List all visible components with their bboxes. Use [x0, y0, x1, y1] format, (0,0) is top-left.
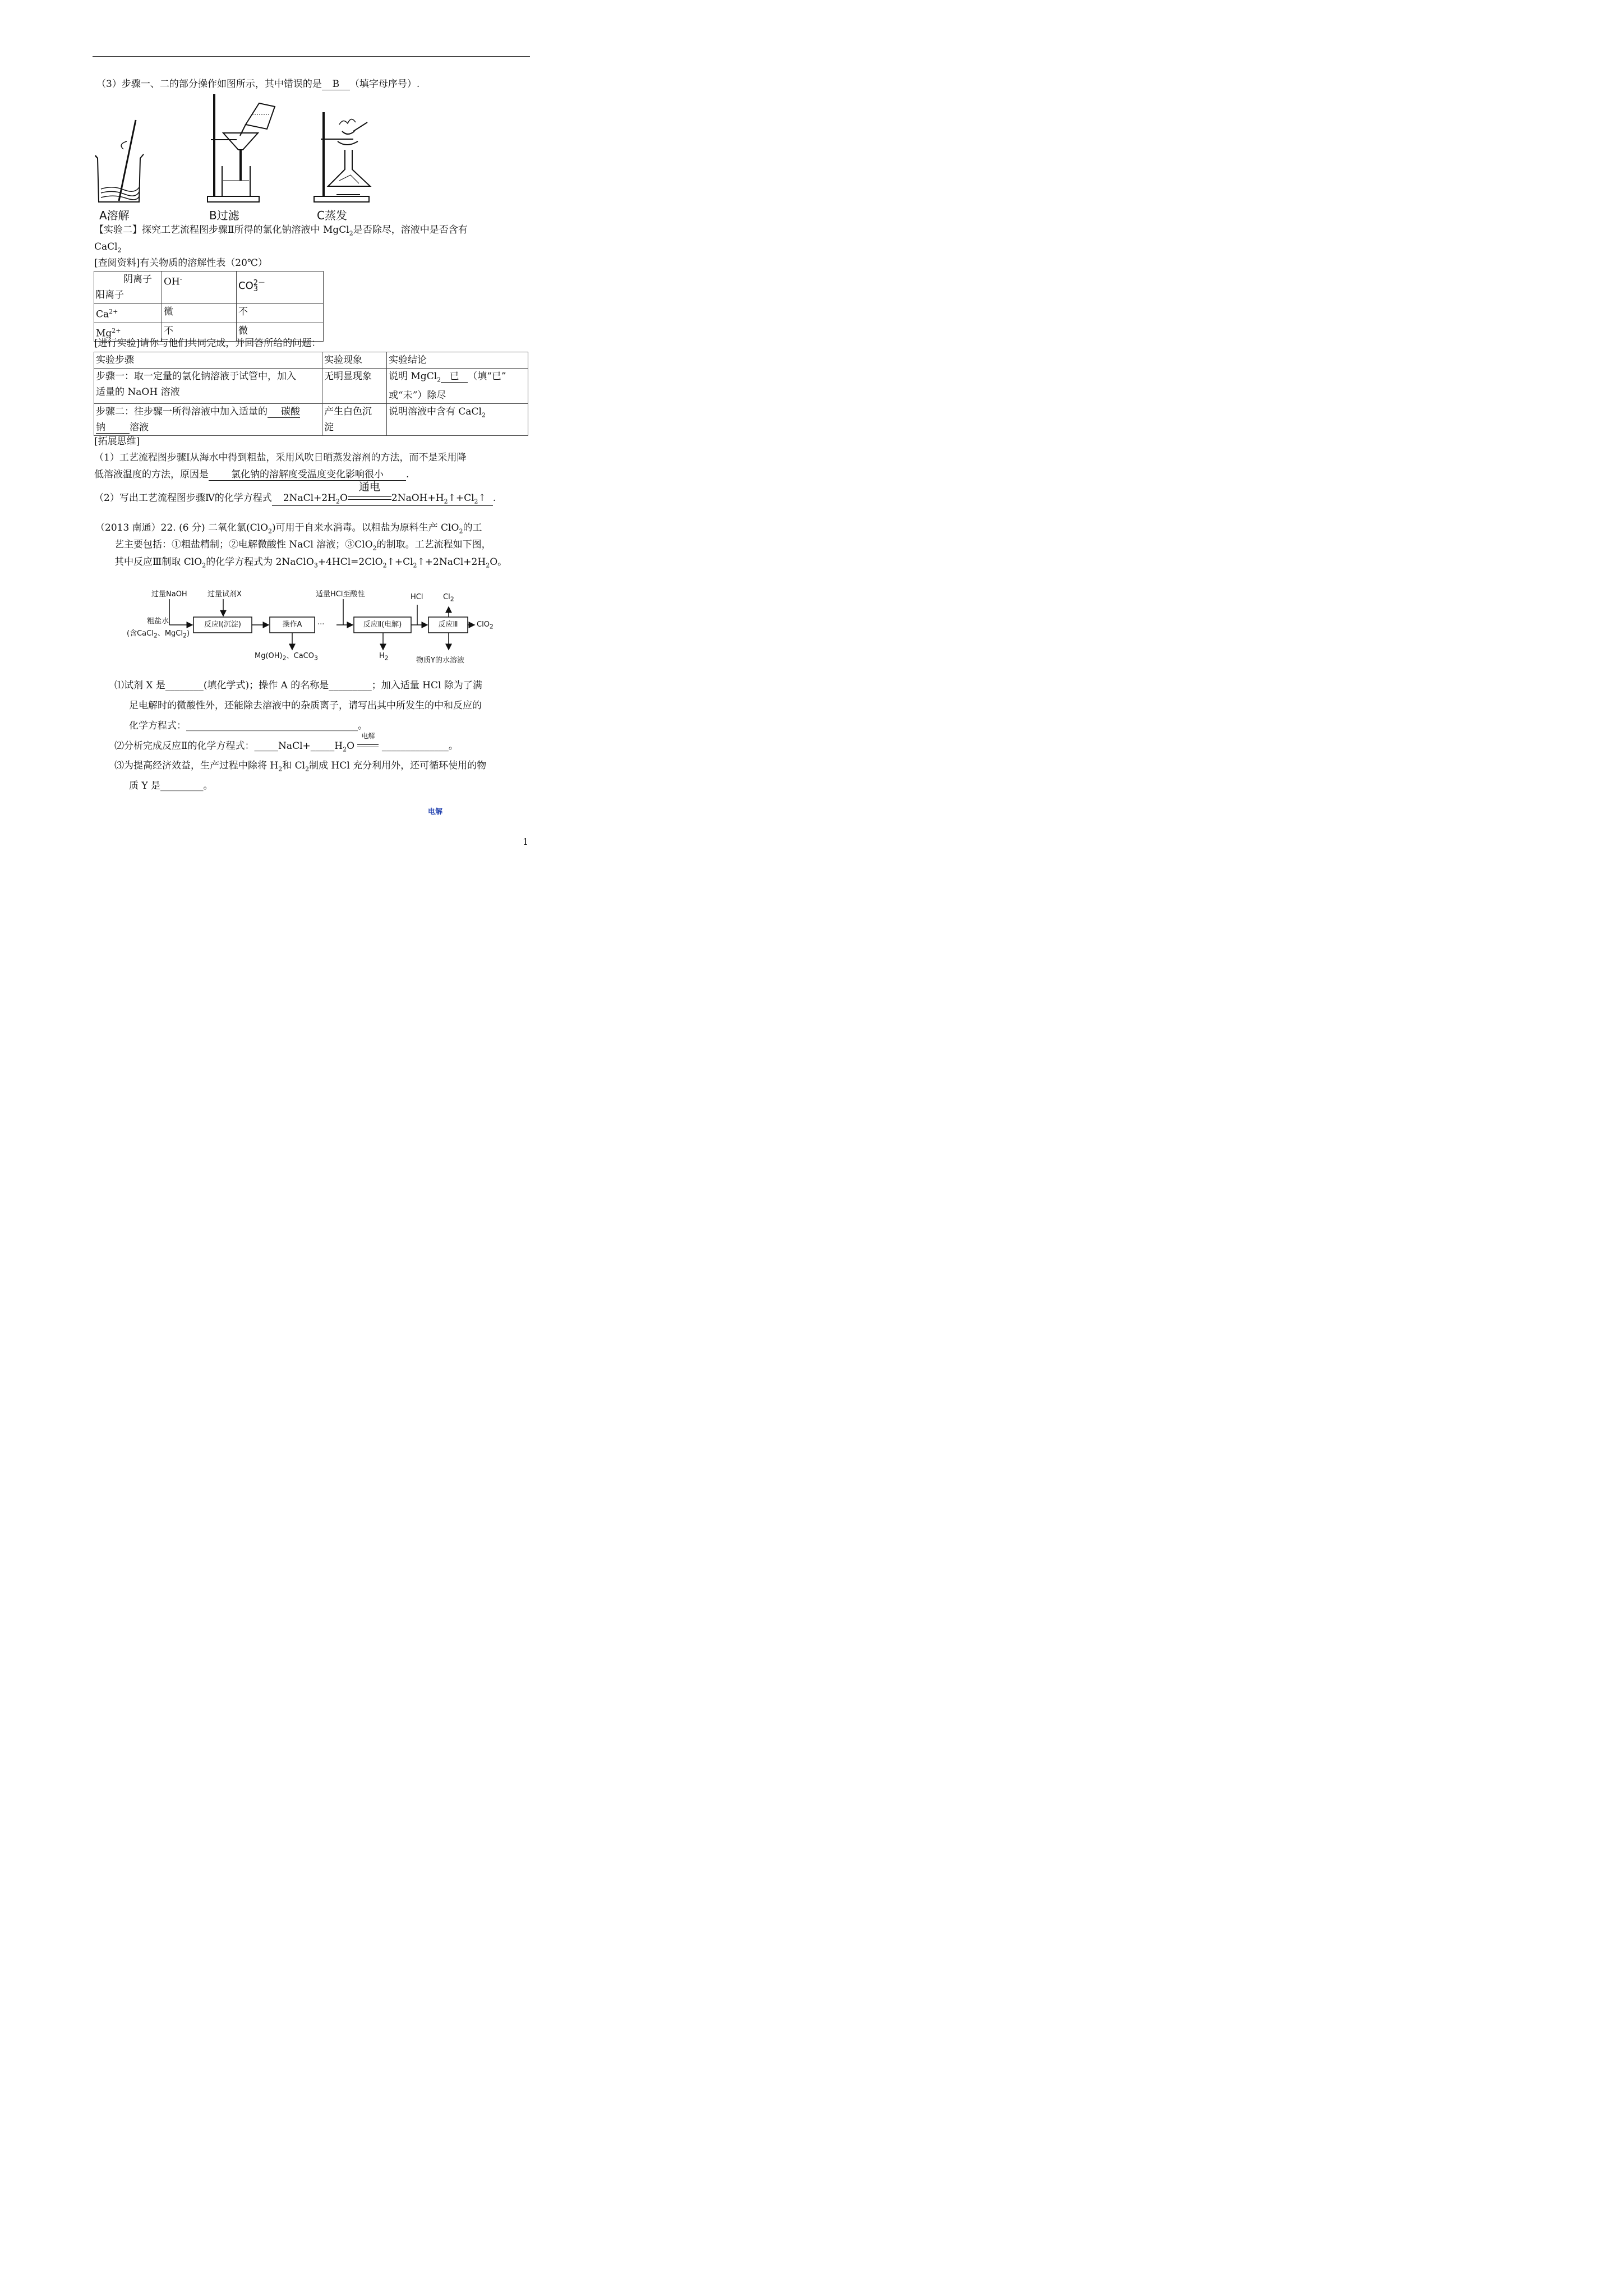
electrolysis-sign: 通电 [348, 493, 391, 504]
doexp-heading: [进行实验]请你与他们共同完成，并回答所给的问题： [94, 338, 321, 349]
document-page [0, 0, 618, 875]
table-row: 步骤二：往步骤一所得溶液中加入适量的 碳酸 钠 溶液 产生白色沉 淀 说明溶液中含有 CaCl$_2$ [94, 404, 528, 436]
q3-line: （3）步骤一、二的部分操作如图所示，其中错误的是 B （填字母序号）. [96, 79, 420, 90]
sub3-line1: ⑶为提高经济效益，生产过程中除将 $H_2$和 $Cl_2$制成 HCl 充分利用外，还可循环使用的物 [114, 760, 487, 773]
flow-output-cl2: $Cl_2$ [443, 593, 454, 603]
expand-p1-answer: 氯化钠的溶解度受温度变化影响很小 [209, 470, 406, 481]
caption-dissolve: A溶解 [99, 209, 130, 222]
expand-p2-line: （2）写出工艺流程图步骤Ⅳ的化学方程式 $2NaCl+2H_2O$ 通电 $2NaOH+H_2↑+Cl_2↑$ . [94, 480, 496, 505]
box-reaction1: 反应Ⅰ(沉淀) [204, 620, 241, 629]
stray-electrolysis-label: 电解 [428, 808, 443, 816]
sub2-line: ⑵分析完成反应Ⅱ的化学方程式：$\_\_\_\_\_NaCl+\_\_\_\_\_H_2O$ 电解 ______________。 [114, 731, 458, 753]
col-co3: CO 2－ 3 [237, 272, 324, 304]
flow-output-clo2: ClO$_2$ [477, 620, 494, 631]
expand-heading: [拓展思维] [94, 436, 140, 447]
table-row: $Ca^{2+}$ 微 不 [94, 304, 324, 323]
electrolysis-sign-small: 电解 [357, 741, 379, 752]
flow-output-y: 物质Y的水溶液 [416, 656, 464, 665]
q3-answer: B [322, 79, 350, 90]
expand-p1-line2: 低溶液温度的方法，原因是 氯化钠的溶解度受温度变化影响很小 . [94, 469, 409, 480]
expand-p1-line1: （1）工艺流程图步骤Ⅰ从海水中得到粗盐，采用风吹日晒蒸发溶剂的方法，而不是采用降 [94, 452, 467, 463]
sub1-line2: 足电解时的微酸性外，还能除去溶液中的杂质离子，请写出其中所发生的中和反应的 [129, 700, 482, 711]
diagonal-header-cell: 阴离子 阳离子 [94, 272, 162, 304]
caption-evaporate: C蒸发 [317, 209, 347, 222]
flow-feed-composition: (含CaCl$_2$、MgCl$_2$) [127, 629, 190, 639]
sub1-line3: 化学方程式：____________________________________。 [129, 720, 367, 731]
experiment-table: 实验步骤 实验现象 实验结论 步骤一：取一定量的氯化钠溶液于试管中，加入 适量的 NaOH 溶液 无明显现象 说明 MgCl$_2$ 已 （填“已” 或“未”）除尽 步骤二：往步骤一所得溶液中加入适量的 碳酸 钠 溶液 产生白色沉 淀 说明溶液中含有 CaCl$_2$ [94, 352, 528, 436]
flow-ellipsis: ··· [317, 620, 325, 629]
sub1-line1: ⑴试剂 X 是________(填化学式)；操作 A 的名称是_________；加入适量 HCl 除为了满 [114, 680, 482, 691]
page-number: 1 [523, 836, 529, 847]
table-row: 步骤一：取一定量的氯化钠溶液于试管中，加入 适量的 NaOH 溶液 无明显现象 说明 MgCl$_2$ 已 （填“已” 或“未”）除尽 [94, 369, 528, 404]
flow-input-naoh: 过量NaOH [151, 590, 187, 599]
q22-line3: 其中反应Ⅲ制取 ClO$_2$的化学方程式为 $2NaClO_3+4HCl=2ClO_2↑+Cl_2↑+2NaCl+2H_2O$。 [114, 556, 508, 569]
box-operationA: 操作A [282, 620, 302, 629]
box-reaction2: 反应Ⅱ(电解) [363, 620, 402, 629]
exp2-line2: CaCl$_2$ [94, 241, 122, 254]
answer-removed: 已 [441, 371, 468, 383]
flow-input-x: 过量试剂X [208, 590, 242, 599]
exp2-line1: 【实验二】探究工艺流程图步骤Ⅱ所得的氯化钠溶液中 MgCl$_2$是否除尽，溶液中是否含有 [94, 224, 468, 237]
table-row: $Mg^{2+}$ 不 微 [94, 323, 324, 342]
q22-line2: 艺主要包括：①粗盐精制；②电解微酸性 NaCl 溶液；③ClO$_2$的制取。工艺流程如下图， [114, 539, 491, 552]
flow-input-hcl-acid: 适量HCl至酸性 [316, 590, 365, 599]
col-oh: OH- [162, 272, 237, 304]
box-reaction3: 反应Ⅲ [438, 620, 458, 629]
flow-output-h2: $H_2$ [379, 652, 389, 662]
caption-filter: B过滤 [209, 209, 239, 222]
sub3-line2: 质 Y 是_________。 [129, 780, 213, 792]
flow-input-hcl: HCl [411, 593, 423, 601]
flow-feed-label: 粗盐水 [147, 617, 169, 625]
flow-output-precipitate: $Mg(OH)_2$、CaCO$_3$ [255, 652, 318, 662]
q22-line1: （2013 南通）22. (6 分) 二氧化氯(ClO$_2$)可用于自来水消毒。以粗盐为原料生产 ClO$_2$的工 [95, 522, 482, 535]
lookup-heading: [查阅资料]有关物质的溶解性表（20℃） [94, 257, 268, 269]
